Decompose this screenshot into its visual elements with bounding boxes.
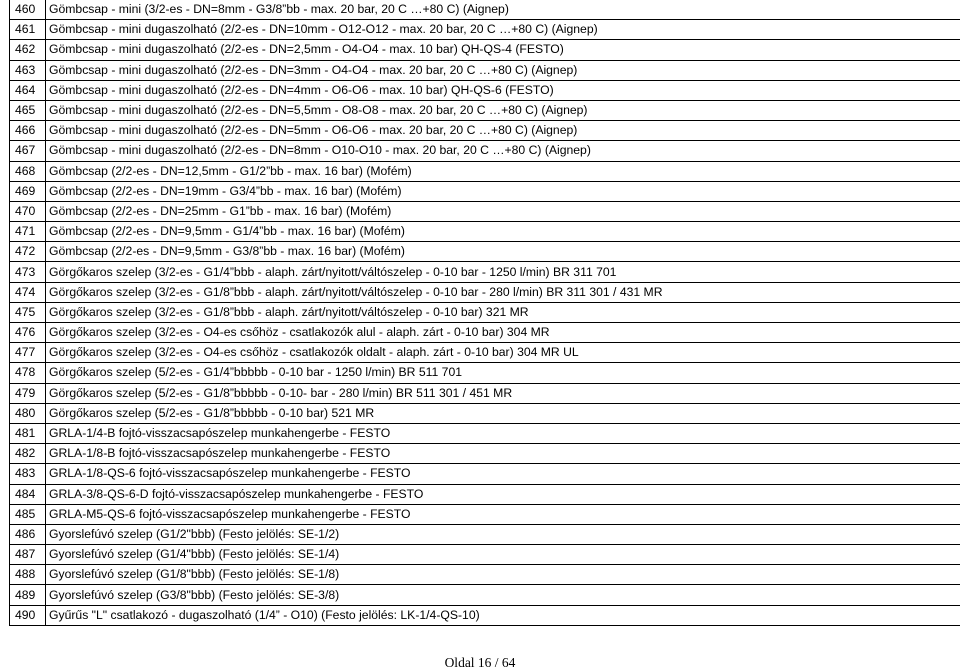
- row-number: 477: [10, 343, 46, 363]
- table-row: [10, 121, 960, 141]
- row-number: 469: [10, 181, 46, 201]
- row-description: Gömbcsap - mini dugaszolható (2/2-es - DN=5,5mm - O8-O8 - max. 20 bar, 20 C …+80 C) (Aignep): [46, 100, 960, 120]
- row-description: GRLA-3/8-QS-6-D fojtó-visszacsapószelep munkahengerbe - FESTO: [46, 484, 960, 504]
- row-number: 472: [10, 242, 46, 262]
- product-table: [9, 0, 960, 626]
- row-number: 475: [10, 302, 46, 322]
- table-row: [10, 282, 960, 302]
- row-description: Gyorslefúvó szelep (G1/4"bbb) (Festo jelölés: SE-1/4): [46, 545, 960, 565]
- table-row: [10, 423, 960, 443]
- row-number: 476: [10, 323, 46, 343]
- row-description: GRLA-M5-QS-6 fojtó-visszacsapószelep munkahengerbe - FESTO: [46, 504, 960, 524]
- row-number: 489: [10, 585, 46, 605]
- table-row: [10, 323, 960, 343]
- row-description: Gyorslefúvó szelep (G1/2"bbb) (Festo jelölés: SE-1/2): [46, 524, 960, 544]
- page-number: Oldal 16 / 64: [444, 655, 516, 670]
- row-description: Gömbcsap - mini dugaszolható (2/2-es - DN=4mm - O6-O6 - max. 10 bar) QH-QS-6 (FESTO): [46, 80, 960, 100]
- row-description: Görgőkaros szelep (5/2-es - G1/8”bbbbb - 0-10 bar) 521 MR: [46, 403, 960, 423]
- table-row: [10, 605, 960, 625]
- table-row: [10, 343, 960, 363]
- row-number: 490: [10, 605, 46, 625]
- row-description: Gömbcsap - mini dugaszolható (2/2-es - DN=2,5mm - O4-O4 - max. 10 bar) QH-QS-4 (FESTO): [46, 40, 960, 60]
- table-row: [10, 141, 960, 161]
- table-row: [10, 504, 960, 524]
- table-row: [10, 444, 960, 464]
- table-row: [10, 20, 960, 40]
- row-description: Gömbcsap (2/2-es - DN=12,5mm - G1/2”bb - max. 16 bar) (Mofém): [46, 161, 960, 181]
- row-description: Gömbcsap (2/2-es - DN=9,5mm - G3/8”bb - max. 16 bar) (Mofém): [46, 242, 960, 262]
- table-row: [10, 0, 960, 20]
- row-description: GRLA-1/4-B fojtó-visszacsapószelep munkahengerbe - FESTO: [46, 423, 960, 443]
- row-number: 479: [10, 383, 46, 403]
- row-description: Gyorslefúvó szelep (G1/8"bbb) (Festo jelölés: SE-1/8): [46, 565, 960, 585]
- row-description: Görgőkaros szelep (5/2-es - G1/8”bbbbb - 0-10- bar - 280 l/min) BR 511 301 / 451 MR: [46, 383, 960, 403]
- row-description: Gömbcsap - mini dugaszolható (2/2-es - DN=3mm - O4-O4 - max. 20 bar, 20 C …+80 C) (Aignep): [46, 60, 960, 80]
- row-description: Görgőkaros szelep (3/2-es - O4-es csőhöz - csatlakozók oldalt - alaph. zárt - 0-10 bar) 304 MR UL: [46, 343, 960, 363]
- row-description: Görgőkaros szelep (3/2-es - O4-es csőhöz - csatlakozók alul - alaph. zárt - 0-10 bar) 304 MR: [46, 323, 960, 343]
- table-row: [10, 403, 960, 423]
- row-description: Gömbcsap - mini dugaszolható (2/2-es - DN=8mm - O10-O10 - max. 20 bar, 20 C …+80 C) (Aignep): [46, 141, 960, 161]
- table-row: [10, 161, 960, 181]
- row-description: Görgőkaros szelep (3/2-es - G1/8”bbb - alaph. zárt/nyitott/váltószelep - 0-10 bar) 321 MR: [46, 302, 960, 322]
- table-row: [10, 181, 960, 201]
- table-row: [10, 464, 960, 484]
- row-number: 481: [10, 423, 46, 443]
- row-number: 460: [10, 0, 46, 20]
- row-description: Gyorslefúvó szelep (G3/8"bbb) (Festo jelölés: SE-3/8): [46, 585, 960, 605]
- row-number: 485: [10, 504, 46, 524]
- page-footer: [0, 655, 960, 671]
- row-description: Görgőkaros szelep (3/2-es - G1/8”bbb - alaph. zárt/nyitott/váltószelep - 0-10 bar - 280 l/min) BR 311 301 / 431 MR: [46, 282, 960, 302]
- row-description: Gömbcsap (2/2-es - DN=25mm - G1”bb - max. 16 bar) (Mofém): [46, 201, 960, 221]
- row-description: Görgőkaros szelep (3/2-es - G1/4”bbb - alaph. zárt/nyitott/váltószelep - 0-10 bar - 1250 l/min) BR 311 701: [46, 262, 960, 282]
- table-row: [10, 201, 960, 221]
- row-number: 471: [10, 222, 46, 242]
- row-description: Gömbcsap - mini (3/2-es - DN=8mm - G3/8”bb - max. 20 bar, 20 C …+80 C) (Aignep): [46, 0, 960, 20]
- row-description: GRLA-1/8-QS-6 fojtó-visszacsapószelep munkahengerbe - FESTO: [46, 464, 960, 484]
- table-row: [10, 363, 960, 383]
- table-row: [10, 484, 960, 504]
- table-row: [10, 565, 960, 585]
- row-description: GRLA-1/8-B fojtó-visszacsapószelep munkahengerbe - FESTO: [46, 444, 960, 464]
- product-table-body: [10, 0, 960, 625]
- table-row: [10, 585, 960, 605]
- table-row: [10, 302, 960, 322]
- table-row: [10, 80, 960, 100]
- row-number: 463: [10, 60, 46, 80]
- table-row: [10, 383, 960, 403]
- row-description: Gömbcsap (2/2-es - DN=9,5mm - G1/4”bb - max. 16 bar) (Mofém): [46, 222, 960, 242]
- table-row: [10, 222, 960, 242]
- row-number: 464: [10, 80, 46, 100]
- row-description: Gömbcsap - mini dugaszolható (2/2-es - DN=10mm - O12-O12 - max. 20 bar, 20 C …+80 C) (Aignep): [46, 20, 960, 40]
- row-number: 468: [10, 161, 46, 181]
- table-row: [10, 40, 960, 60]
- table-row: [10, 545, 960, 565]
- table-row: [10, 262, 960, 282]
- row-number: 483: [10, 464, 46, 484]
- row-number: 470: [10, 201, 46, 221]
- row-number: 462: [10, 40, 46, 60]
- row-description: Gömbcsap (2/2-es - DN=19mm - G3/4”bb - max. 16 bar) (Mofém): [46, 181, 960, 201]
- table-row: [10, 242, 960, 262]
- row-number: 486: [10, 524, 46, 544]
- row-number: 482: [10, 444, 46, 464]
- row-description: Görgőkaros szelep (5/2-es - G1/4”bbbbb - 0-10 bar - 1250 l/min) BR 511 701: [46, 363, 960, 383]
- row-number: 487: [10, 545, 46, 565]
- row-number: 461: [10, 20, 46, 40]
- row-number: 474: [10, 282, 46, 302]
- row-number: 484: [10, 484, 46, 504]
- row-number: 480: [10, 403, 46, 423]
- row-number: 473: [10, 262, 46, 282]
- table-row: [10, 524, 960, 544]
- table-row: [10, 60, 960, 80]
- row-number: 467: [10, 141, 46, 161]
- row-number: 465: [10, 100, 46, 120]
- row-number: 488: [10, 565, 46, 585]
- table-row: [10, 100, 960, 120]
- row-description: Gömbcsap - mini dugaszolható (2/2-es - DN=5mm - O6-O6 - max. 20 bar, 20 C …+80 C) (Aignep): [46, 121, 960, 141]
- row-number: 478: [10, 363, 46, 383]
- row-description: Gyűrűs "L" csatlakozó - dugaszolható (1/4” - O10) (Festo jelölés: LK-1/4-QS-10): [46, 605, 960, 625]
- row-number: 466: [10, 121, 46, 141]
